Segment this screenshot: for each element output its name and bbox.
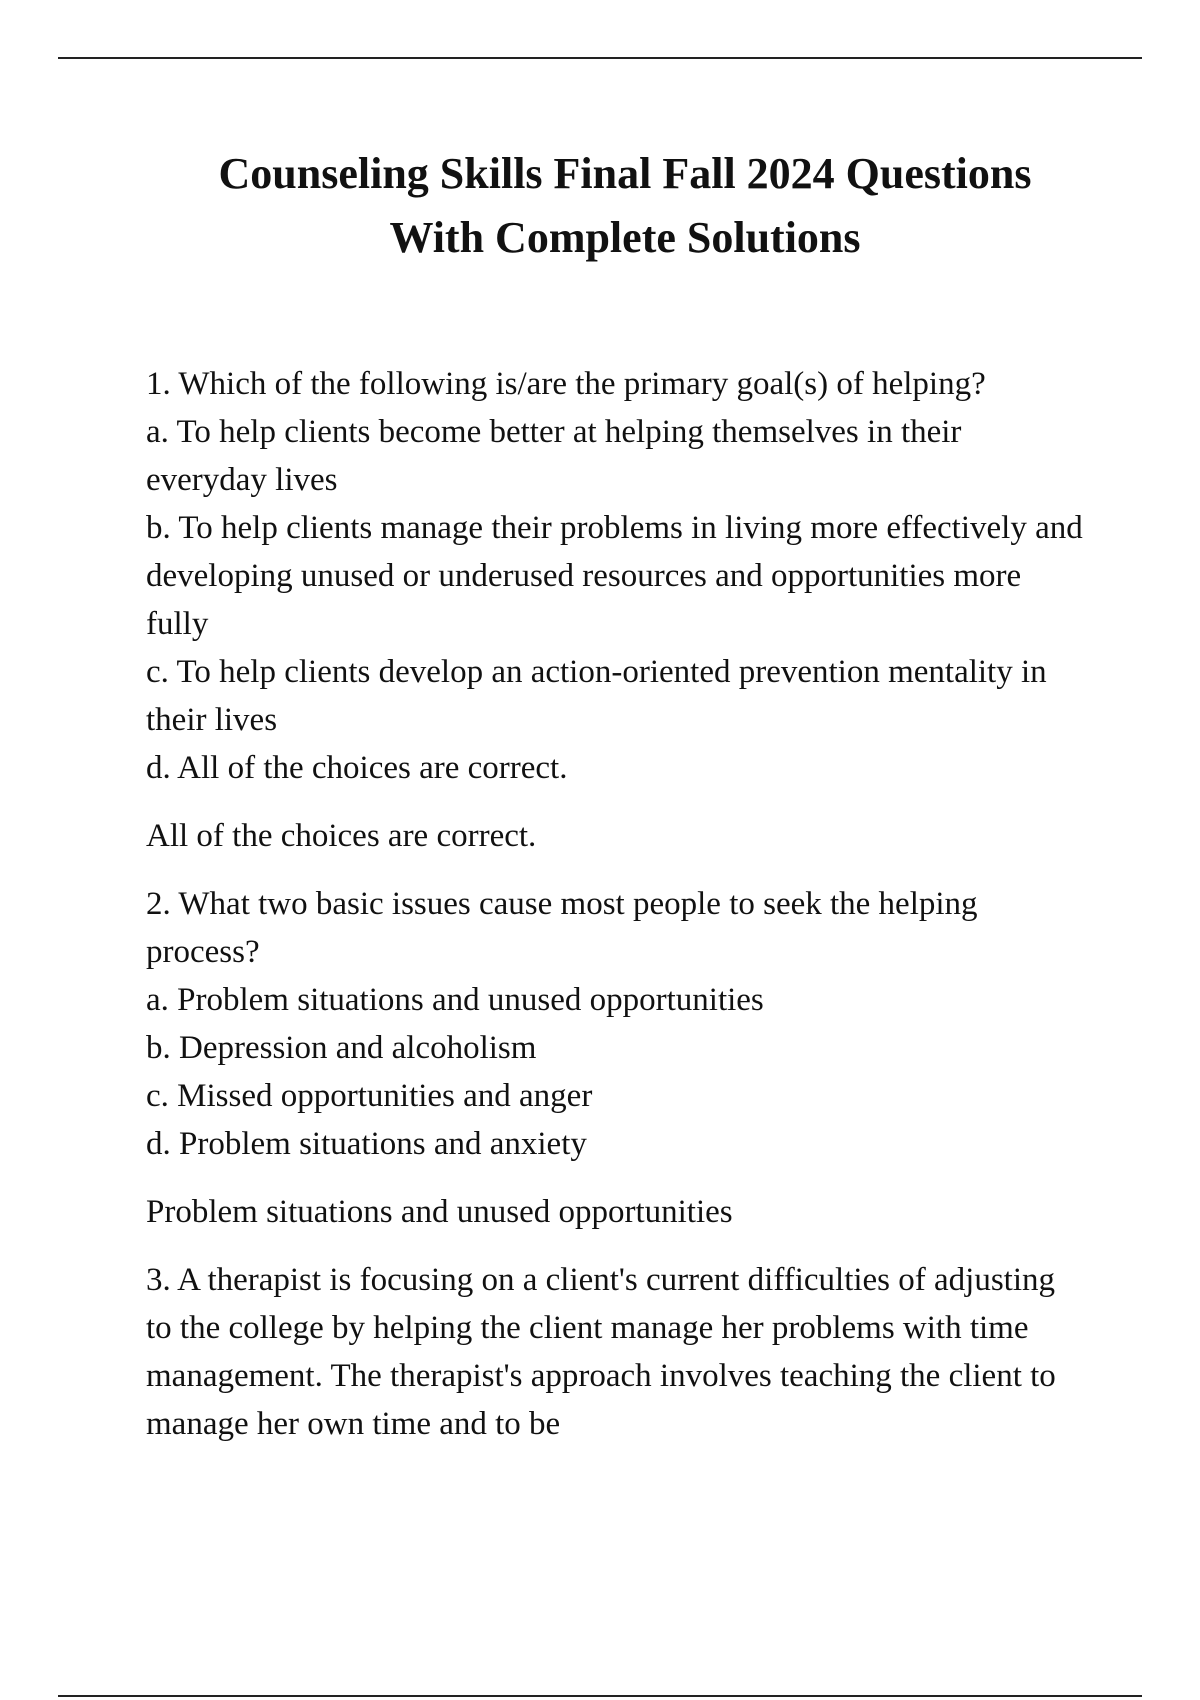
question-stem: 1. Which of the following is/are the primary goal(s) of helping? <box>146 366 986 402</box>
answer: All of the choices are correct. <box>146 818 537 854</box>
bottom-rule <box>58 1695 1142 1697</box>
option-c: c. Missed opportunities and anger <box>146 1078 593 1114</box>
title-line-2: With Complete Solutions <box>389 213 861 262</box>
question-3 <box>146 1256 1086 1448</box>
option-d: d. Problem situations and anxiety <box>146 1126 587 1162</box>
option-c: c. To help clients develop an action-oriented prevention mentality in their lives <box>146 654 1047 738</box>
document-title <box>120 142 1130 270</box>
option-a: a. To help clients become better at helping themselves in their everyday lives <box>146 414 962 498</box>
question-1 <box>146 360 1086 860</box>
option-d: d. All of the choices are correct. <box>146 750 568 786</box>
question-stem: 2. What two basic issues cause most people to seek the helping process? <box>146 886 978 970</box>
question-2 <box>146 880 1086 1236</box>
option-b: b. To help clients manage their problems in living more effectively and developing unused or underused resources and opportunities more fully <box>146 510 1083 642</box>
title-line-1: Counseling Skills Final Fall 2024 Questions <box>218 149 1032 198</box>
question-stem: 3. A therapist is focusing on a client's current difficulties of adjusting to the college by helping the client manage her problems with time management. The therapist's approach involves teaching the client to manage her own time and to be <box>146 1262 1056 1442</box>
option-a: a. Problem situations and unused opportunities <box>146 982 764 1018</box>
top-rule <box>58 57 1142 59</box>
option-b: b. Depression and alcoholism <box>146 1030 537 1066</box>
document-body <box>146 360 1086 1448</box>
answer: Problem situations and unused opportunities <box>146 1194 733 1230</box>
